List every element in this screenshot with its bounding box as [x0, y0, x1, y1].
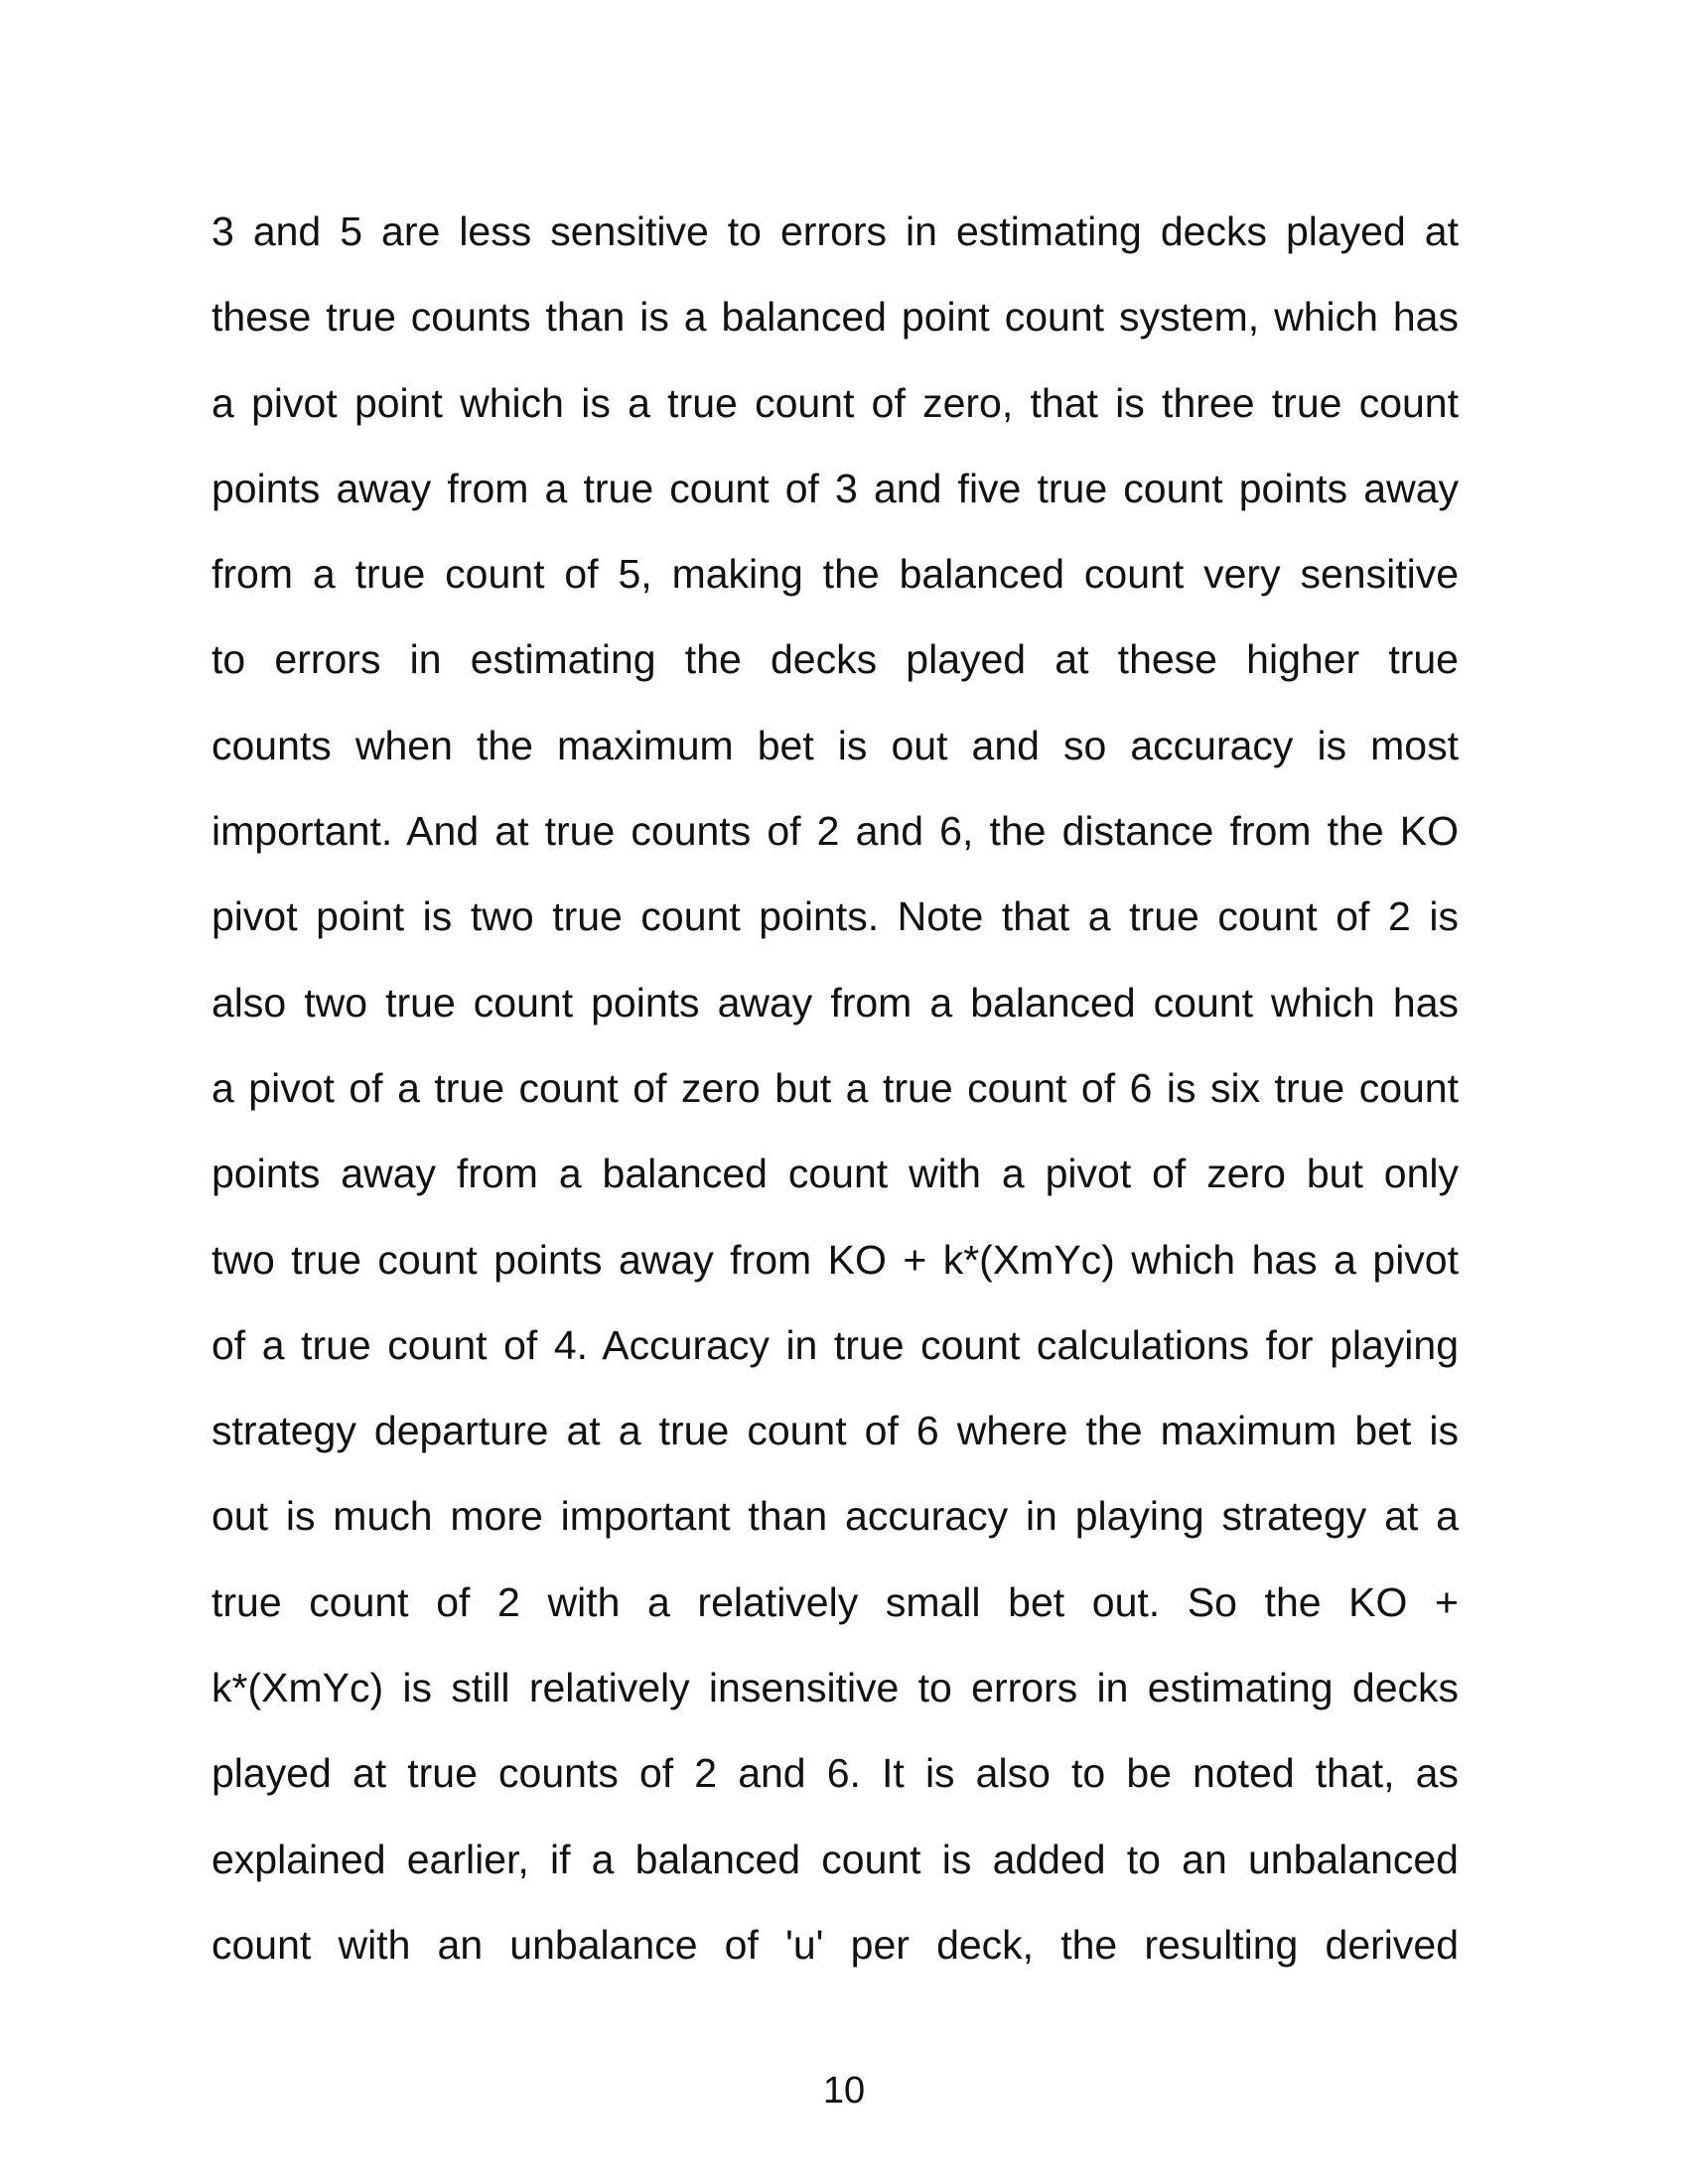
text-line: of a true count of 4. Accuracy in true count calculations for playing	[211, 1321, 1459, 1368]
text-line: true count of 2 with a relatively small bet out. So the KO +	[211, 1578, 1459, 1625]
text-line: important. And at true counts of 2 and 6, the distance from the KO	[211, 808, 1459, 855]
text-line: 3 and 5 are less sensitive to errors in estimating decks played at	[211, 208, 1459, 254]
text-line: from a true count of 5, making the balanced count very sensitive	[211, 551, 1459, 598]
text-line: a pivot of a true count of zero but a true count of 6 is six true count	[211, 1064, 1459, 1111]
text-line: a pivot point which is a true count of zero, that is three true count	[211, 379, 1459, 426]
text-line: pivot point is two true count points. Note that a true count of 2 is	[211, 893, 1459, 940]
text-line: points away from a balanced count with a pivot of zero but only	[211, 1151, 1459, 1197]
text-line: counts when the maximum bet is out and so accuracy is most	[211, 722, 1459, 768]
text-line: out is much more important than accuracy in playing strategy at a	[211, 1493, 1459, 1540]
text-line: played at true counts of 2 and 6. It is also to be noted that, as	[211, 1750, 1459, 1797]
text-line: to errors in estimating the decks played at these higher true	[211, 636, 1459, 683]
text-line: these true counts than is a balanced point count system, which has	[211, 294, 1459, 341]
text-line: two true count points away from KO + k*(XmYc) which has a pivot	[211, 1236, 1459, 1283]
text-line: also two true count points away from a balanced count which has	[211, 979, 1459, 1025]
page-number: 10	[822, 2070, 866, 2112]
body-text	[211, 189, 1459, 1987]
text-line: strategy departure at a true count of 6 where the maximum bet is	[211, 1408, 1459, 1454]
text-line: k*(XmYc) is still relatively insensitive to errors in estimating decks	[211, 1665, 1459, 1711]
text-line: count with an unbalance of 'u' per deck, the resulting derived	[211, 1921, 1459, 1968]
text-line: explained earlier, if a balanced count is added to an unbalanced	[211, 1836, 1459, 1882]
text-line: points away from a true count of 3 and five true count points away	[211, 465, 1459, 511]
